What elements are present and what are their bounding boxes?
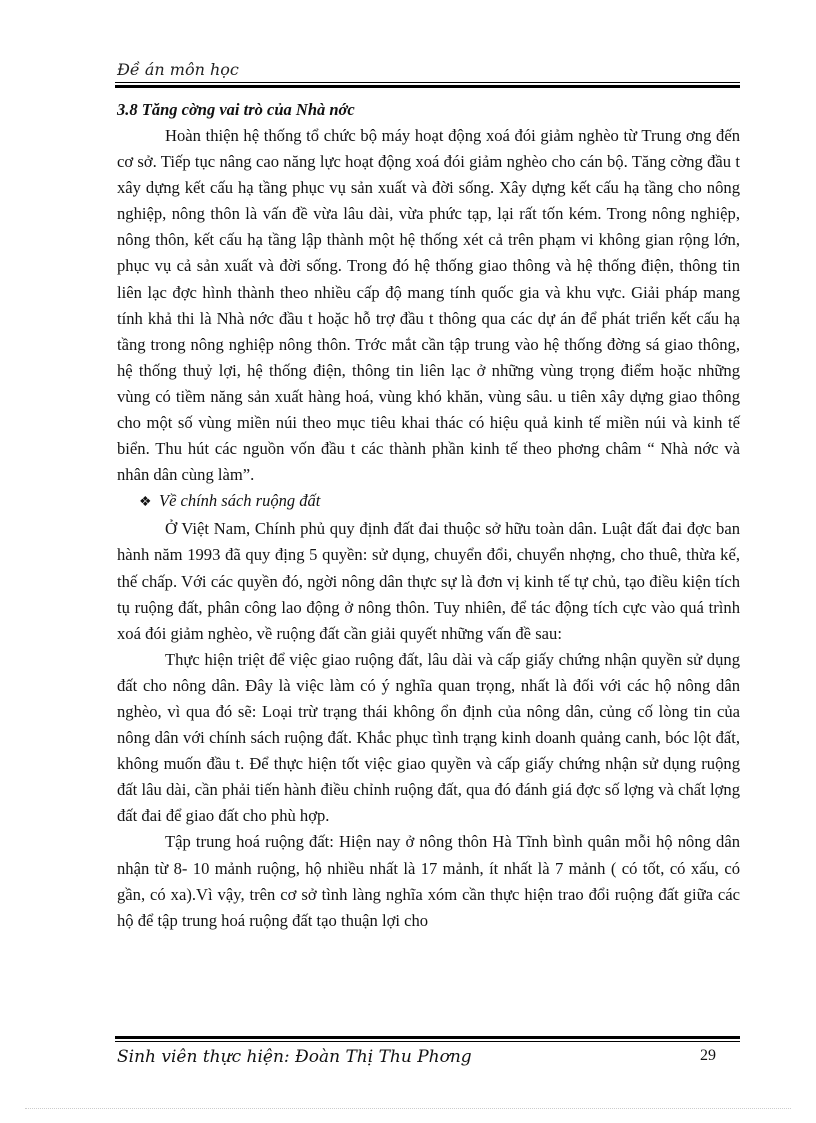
diamond-bullet-icon: ❖ <box>139 495 152 511</box>
paragraph: Thực hiện triệt để việc giao ruộng đất, lâu dài và cấp giấy chứng nhận quyền sử dụng đất cho nông dân. Đây là việc làm có ý nghĩa quan trọng, nhất là đối với các hộ nông dân nghèo, vì qua đó sẽ: Loại trừ trạng thái không ổn định của nông dân, củng cố lòng tin của nông dân với chính sách ruộng đất. Khắc phục tình trạng kinh doanh quảng canh, bóc lột đất, không muốn đầu t. Để thực hiện tốt việc giao quyền và cấp giấy chứng nhận sử dụng ruộng đất lâu dài, cần phải tiến hành điều chỉnh ruộng đất, qua đó đánh giá đợc số lợng và chất lợng đất đai để giao đất cho phù hợp. <box>117 649 740 826</box>
main-content <box>117 97 740 934</box>
section-heading: 3.8 Tăng cờng vai trò của Nhà nớc <box>117 100 355 119</box>
footer-author: Sinh viên thực hiện: Đoàn Thị Thu Phơng <box>117 1047 472 1067</box>
paragraph: Ở Việt Nam, Chính phủ quy định đất đai thuộc sở hữu toàn dân. Luật đất đai đợc ban hành năm 1993 đã quy địng 5 quyền: sử dụng, chuyển đổi, chuyển nhợng, cho thuê, thừa kế, thế chấp. Với các quyền đó, ngời nông dân thực sự là đơn vị kinh tế tự chủ, tạo điều kiện tích tụ ruộng đất, phân công lao động ở nông thôn. Tuy nhiên, để tác động tích cực vào quá trình xoá đói giảm nghèo, về ruộng đất cần giải quyết những vấn đề sau: <box>117 519 740 643</box>
header-divider <box>115 82 740 83</box>
footer-divider-thick <box>115 1036 740 1039</box>
header-divider-thick <box>115 85 740 88</box>
paragraph: Hoàn thiện hệ thống tổ chức bộ máy hoạt động xoá đói giảm nghèo từ Trung ơng đến cơ sở. Tiếp tục nâng cao năng lực hoạt động xoá đói giảm nghèo cho cán bộ. Tăng cờng đầu t xây dựng kết cấu hạ tầng phục vụ sản xuất và đời sống. Xây dựng kết cấu hạ tầng cho nông nghiệp, nông thôn là vấn đề vừa lâu dài, vừa phức tạp, lại rất tốn kém. Trong nông nghiệp, nông thôn, kết cấu hạ tầng lập thành một hệ thống xét cả trên phạm vi không gian rộng lớn, phục vụ cả sản xuất và đời sống. Trong đó hệ thống giao thông và hệ thống điện, thông tin liên lạc đợc hình thành theo nhiều cấp độ mang tính quốc gia và khu vực. Giải pháp mang tính khả thi là Nhà nớc đầu t hoặc hỗ trợ đầu t thông qua các dự án để phát triển kết cấu hạ tầng trong nông nghiệp nông thôn. Trớc mắt cần tập trung vào hệ thống đờng sá giao thông, hệ thống thuỷ lợi, hệ thống điện, thông tin liên lạc ở những vùng trọng điểm hoặc những vùng có tiềm năng sản xuất hàng hoá, vùng khó khăn, vùng sâu. u tiên xây dựng giao thông cho một số vùng miền núi theo mục tiêu khai thác có hiệu quả kinh tế miền núi và kinh tế biển. Thu hút các nguồn vốn đầu t các thành phần kinh tế theo phơng châm “ Nhà nớc và nhân dân cùng làm”. <box>117 126 740 485</box>
header-title: Đề án môn học <box>117 60 239 79</box>
subsection-heading-text: Về chính sách ruộng đất <box>159 491 321 511</box>
paragraph: Tập trung hoá ruộng đất: Hiện nay ở nông thôn Hà Tĩnh bình quân mỗi hộ nông dân nhận từ 8- 10 mảnh ruộng, hộ nhiều nhất là 17 mảnh, ít nhất là 7 mảnh ( có tốt, có xấu, có gần, có xa).Vì vậy, trên cơ sở tình làng nghĩa xóm cần thực hiện trao đổi ruộng đất giữa các hộ để tập trung hoá ruộng đất tạo thuận lợi cho <box>117 832 740 930</box>
footer-divider <box>115 1041 740 1042</box>
subsection-heading <box>117 488 740 516</box>
page-number: 29 <box>700 1047 716 1064</box>
page-edge <box>25 1108 791 1109</box>
